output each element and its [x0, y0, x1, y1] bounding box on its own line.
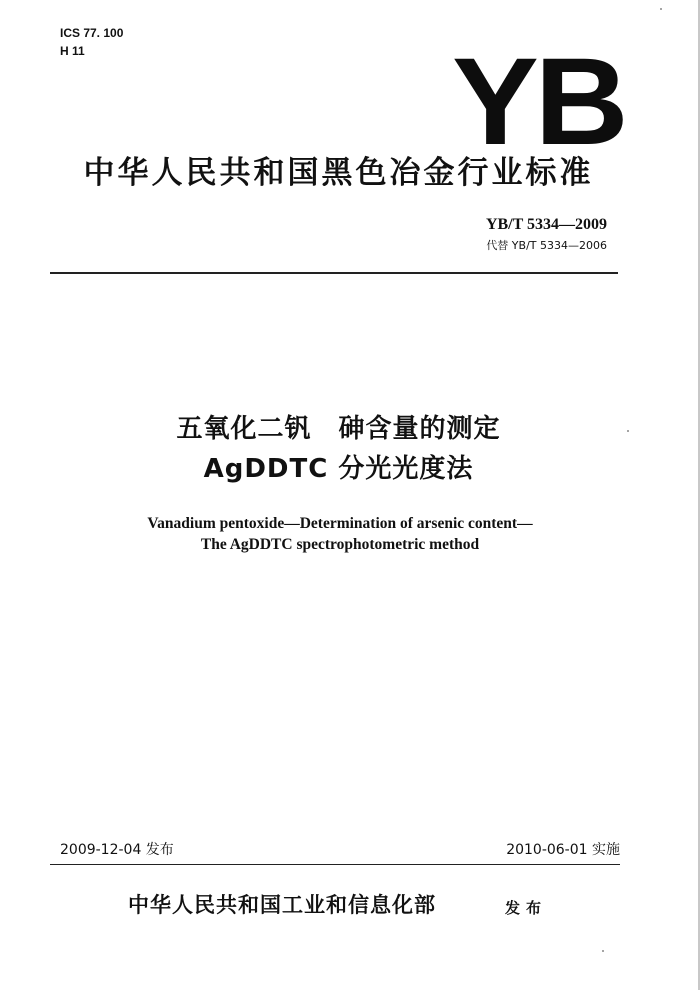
- publisher-name: 中华人民共和国工业和信息化部: [128, 893, 436, 917]
- english-title-line-2: The AgDDTC spectrophotometric method: [200, 536, 480, 553]
- scan-speck: [660, 8, 662, 10]
- publish-label: 发布: [505, 899, 548, 917]
- ics-code: ICS 77. 100: [60, 26, 124, 40]
- implementation-date: 2010-06-01 实施: [506, 842, 620, 858]
- scan-speck: [602, 950, 604, 952]
- scan-speck: [627, 430, 629, 432]
- chinese-title-line-1: 五氧化二钒 砷含量的测定: [176, 414, 501, 444]
- header-divider: [50, 272, 618, 274]
- issue-date: 2009-12-04 发布: [60, 842, 174, 858]
- replaces-standard: 代替 YB/T 5334—2006: [486, 239, 607, 252]
- ccs-code: H 11: [60, 44, 85, 58]
- footer-divider: [50, 864, 620, 865]
- english-title-line-1: Vanadium pentoxide—Determination of arsenic content—: [147, 515, 533, 532]
- standard-number: YB/T 5334—2009: [485, 216, 607, 233]
- industry-standard-title: 中华人民共和国黑色冶金行业标准: [83, 155, 594, 191]
- chinese-title-line-2: AgDDTC 分光光度法: [203, 454, 474, 484]
- yb-logo: YB: [452, 33, 625, 171]
